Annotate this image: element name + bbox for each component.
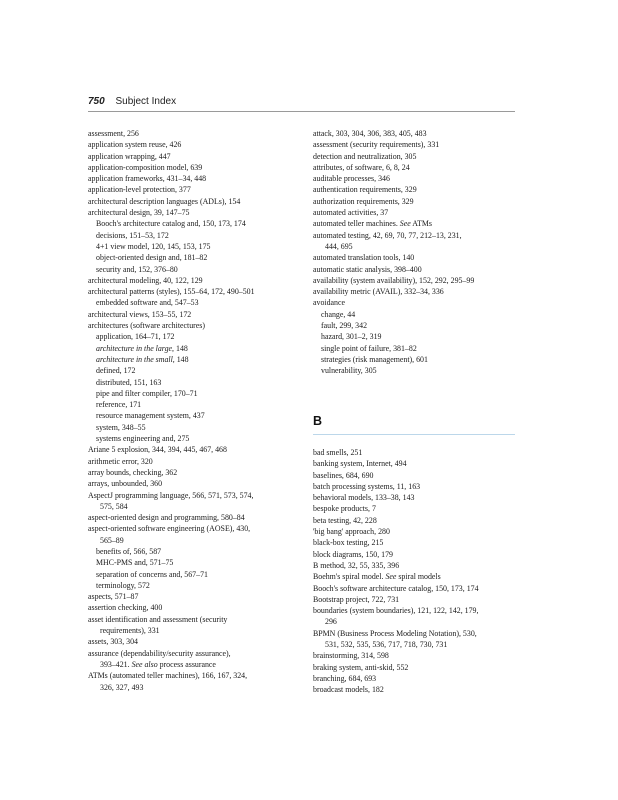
index-entry: authorization requirements, 329 [313, 196, 414, 206]
index-entry: application, 164–71, 172 [96, 332, 175, 342]
index-entry: architectural patterns (styles), 155–64, 172, 490–501 [88, 287, 255, 297]
page-title: Subject Index [115, 96, 177, 107]
index-entry: pipe and filter compiler, 170–71 [96, 388, 198, 398]
index-entry: Bootstrap project, 722, 731 [313, 594, 400, 604]
index-entry: automated activities, 37 [313, 208, 389, 218]
index-entry: Booch's software architecture catalog, 150, 173, 174 [313, 583, 479, 593]
index-entry: 531, 532, 535, 536, 717, 718, 730, 731 [325, 640, 448, 650]
index-entry: assurance (dependability/security assurance), [88, 648, 231, 658]
index-entry: AspectJ programming language, 566, 571, 573, 574, [88, 490, 254, 500]
index-entry: 296 [325, 617, 337, 627]
index-entry: baselines, 684, 690 [313, 470, 374, 480]
index-entry: separation of concerns and, 567–71 [96, 569, 208, 579]
index-entry: brainstorming, 314, 598 [313, 651, 389, 661]
index-column-right [313, 128, 518, 377]
index-entry: branching, 684, 693 [313, 673, 377, 683]
index-entry: distributed, 151, 163 [96, 377, 162, 387]
index-entry: 565–89 [100, 535, 124, 545]
index-entry: 326, 327, 493 [100, 682, 144, 692]
index-entry: 444, 695 [325, 241, 353, 251]
index-column-right-b [313, 447, 518, 696]
index-entry: aspect-oriented software engineering (AOSE), 430, [88, 524, 251, 534]
index-entry: behavioral models, 133–38, 143 [313, 493, 415, 503]
index-entry: embedded software and, 547–53 [96, 298, 199, 308]
index-entry: array bounds, checking, 362 [88, 467, 178, 477]
index-entry: architectural modeling, 40, 122, 129 [88, 275, 203, 285]
index-entry: MHC-PMS and, 571–75 [96, 558, 174, 568]
index-entry: 4+1 view model, 120, 145, 153, 175 [96, 241, 211, 251]
index-entry: Booch's architecture catalog and, 150, 173, 174 [96, 219, 246, 229]
index-entry: resource management system, 437 [96, 411, 205, 421]
index-entry: braking system, anti-skid, 552 [313, 662, 409, 672]
index-entry: architectural description languages (ADLs), 154 [88, 196, 241, 206]
index-entry: 'big bang' approach, 280 [313, 527, 390, 537]
index-entry: hazard, 301–2, 319 [321, 332, 382, 342]
index-entry: boundaries (system boundaries), 121, 122, 142, 179, [313, 606, 479, 616]
index-entry: ATMs (automated teller machines), 166, 167, 324, [88, 671, 248, 681]
index-entry: systems engineering and, 275 [96, 434, 190, 444]
index-entry: Ariane 5 explosion, 344, 394, 445, 467, 468 [88, 445, 227, 455]
index-entry: requirements), 331 [100, 626, 160, 636]
index-entry: avoidance [313, 298, 345, 308]
index-entry: benefits of, 566, 587 [96, 546, 162, 556]
index-entry: bespoke products, 7 [313, 504, 376, 514]
index-entry: authentication requirements, 329 [313, 185, 417, 195]
index-entry: decisions, 151–53, 172 [96, 230, 169, 240]
index-entry: automated translation tools, 140 [313, 253, 415, 263]
index-entry: vulnerability, 305 [321, 366, 377, 376]
index-entry: terminology, 572 [96, 580, 150, 590]
index-entry: system, 348–55 [96, 422, 146, 432]
index-entry: availability (system availability), 152, 292, 295–99 [313, 275, 475, 285]
index-entry: bad smells, 251 [313, 448, 363, 457]
index-entry: assessment, 256 [88, 129, 139, 138]
index-entry: single point of failure, 381–82 [321, 343, 417, 353]
index-entry: availability metric (AVAIL), 332–34, 336 [313, 287, 444, 297]
index-entry: 393–421. See also process assurance [100, 659, 216, 669]
index-entry: object-oriented design and, 181–82 [96, 253, 208, 263]
index-entry: BPMN (Business Process Modeling Notation), 530, [313, 628, 477, 638]
index-entry: defined, 172 [96, 366, 136, 376]
index-entry: block diagrams, 150, 179 [313, 549, 393, 559]
index-entry: assets, 303, 304 [88, 637, 138, 647]
index-entry: assertion checking, 400 [88, 603, 163, 613]
index-entry: fault, 299, 342 [321, 321, 368, 331]
section-rule-b [313, 434, 515, 435]
index-entry: batch processing systems, 11, 163 [313, 481, 421, 491]
page-number: 750 [88, 96, 105, 107]
index-entry: application system reuse, 426 [88, 140, 182, 150]
index-entry: application-level protection, 377 [88, 185, 191, 195]
index-entry: change, 44 [321, 309, 356, 319]
index-entry: assessment (security requirements), 331 [313, 140, 440, 150]
index-entry: automatic static analysis, 398–400 [313, 264, 422, 274]
running-header [88, 96, 176, 107]
index-entry: automated teller machines. See ATMs [313, 219, 432, 229]
section-heading-b: B [313, 414, 323, 428]
index-entry: aspects, 571–87 [88, 592, 139, 602]
index-entry: architectural views, 153–55, 172 [88, 309, 192, 319]
index-entry: detection and neutralization, 305 [313, 151, 417, 161]
index-entry: attributes, of software, 6, 8, 24 [313, 162, 410, 172]
index-entry: arithmetic error, 320 [88, 456, 153, 466]
header-rule [88, 111, 515, 112]
index-entry: architectural design, 39, 147–75 [88, 208, 190, 218]
index-entry: arrays, unbounded, 360 [88, 479, 163, 489]
index-entry: asset identification and assessment (security [88, 614, 228, 624]
index-entry: 575, 584 [100, 501, 128, 511]
index-entry: application-composition model, 639 [88, 162, 203, 172]
index-entry: architectures (software architectures) [88, 321, 205, 331]
index-entry: strategies (risk management), 601 [321, 354, 428, 364]
index-entry: B method, 32, 55, 335, 396 [313, 560, 400, 570]
index-entry: auditable processes, 346 [313, 174, 390, 184]
index-entry: broadcast models, 182 [313, 685, 384, 695]
index-entry: beta testing, 42, 228 [313, 515, 377, 525]
index-entry: Boehm's spiral model. See spiral models [313, 572, 441, 582]
index-column-left [88, 128, 293, 693]
index-entry: attack, 303, 304, 306, 383, 405, 483 [313, 129, 427, 138]
index-entry: architecture in the small, 148 [96, 354, 189, 364]
index-entry: banking system, Internet, 494 [313, 459, 407, 469]
index-entry: reference, 171 [96, 400, 142, 410]
index-entry: security and, 152, 376–80 [96, 264, 178, 274]
index-entry: automated testing, 42, 69, 70, 77, 212–13, 231, [313, 230, 462, 240]
index-entry: aspect-oriented design and programming, 580–84 [88, 513, 245, 523]
index-entry: application wrapping, 447 [88, 151, 171, 161]
index-entry: application frameworks, 431–34, 448 [88, 174, 207, 184]
index-entry: black-box testing, 215 [313, 538, 384, 548]
index-entry: architecture in the large, 148 [96, 343, 188, 353]
